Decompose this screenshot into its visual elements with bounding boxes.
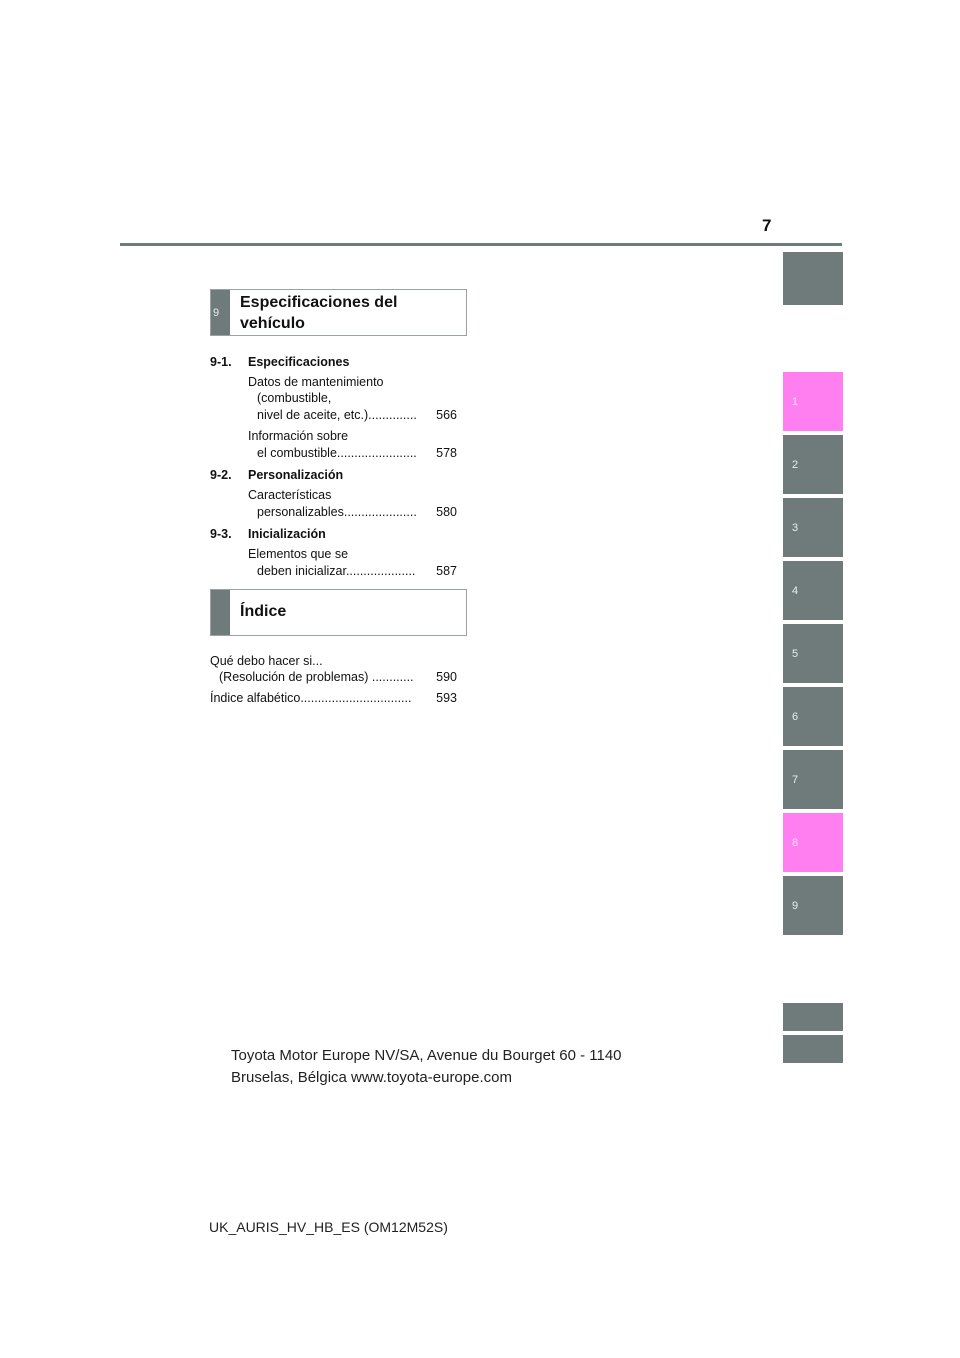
toc-entry-line[interactable]: Índice alfabético................................ [210,691,412,705]
chapter-tab-8[interactable]: 8 [783,813,843,872]
toc-group-heading[interactable]: Especificaciones [248,355,350,369]
toc-entry-line[interactable]: el combustible....................... [257,446,417,460]
toc-entry-line[interactable]: deben inicializar.................... [257,564,416,578]
toc-entry-line[interactable]: nivel de aceite, etc.).............. [257,408,417,422]
toc-page-number[interactable]: 593 [436,691,457,705]
toc-entry-line[interactable]: Elementos que se [248,547,349,561]
toc-page-number[interactable]: 580 [436,505,457,519]
chapter-tab-9[interactable]: 9 [783,876,843,935]
chapter-tab-6[interactable]: 6 [783,687,843,746]
toc-group-heading[interactable]: Inicialización [248,527,326,541]
toc-page-number[interactable]: 578 [436,446,457,460]
chapter-tab-7[interactable]: 7 [783,750,843,809]
address-line-1: Toyota Motor Europe NV/SA, Avenue du Bourget 60 - 1140 [231,1047,622,1064]
section-title-line2: vehículo [240,315,305,332]
header-rule [120,243,842,246]
toc-entry-line[interactable]: Información sobre [248,429,349,443]
toc-group-heading[interactable]: Personalización [248,468,344,482]
chapter-tab-4[interactable]: 4 [783,561,843,620]
toc-entry-line[interactable]: Datos de mantenimiento [248,375,384,389]
page-number: 7 [762,216,772,235]
toc-group-number: 9-2. [210,468,232,482]
publisher-address [231,1045,622,1089]
chapter-tab-2[interactable]: 2 [783,435,843,494]
toc-page-number[interactable]: 566 [436,408,457,422]
toc-group-number: 9-3. [210,527,232,541]
toc-page-number[interactable]: 590 [436,670,457,684]
toc-entry-line[interactable]: Características [248,488,332,502]
chapter-tab-3[interactable]: 3 [783,498,843,557]
section-number-strip: 9 [211,290,230,335]
toc-group-number: 9-1. [210,355,232,369]
address-line-2: Bruselas, Bélgica www.toyota-europe.com [231,1069,512,1086]
manual-code: UK_AURIS_HV_HB_ES (OM12M52S) [209,1219,448,1235]
toc-page-number[interactable]: 587 [436,564,457,578]
index-section-header [210,589,467,636]
chapter-tab-bottom-b[interactable] [783,1035,843,1063]
toc-entry-line[interactable]: (Resolución de problemas) ............ [219,670,414,684]
section-title-line1: Especificaciones del [240,294,398,311]
toc-entry-line[interactable]: personalizables..................... [257,505,417,519]
section-9-header [210,289,467,336]
index-title: Índice [240,603,287,620]
chapter-tab-1[interactable]: 1 [783,372,843,431]
section-strip [211,590,230,635]
toc-entry-line[interactable]: Qué debo hacer si... [210,654,323,668]
chapter-tab-bottom-a[interactable] [783,1003,843,1031]
toc-entry-line[interactable]: (combustible, [257,391,332,405]
chapter-tab-5[interactable]: 5 [783,624,843,683]
chapter-tab-top[interactable] [783,252,843,305]
